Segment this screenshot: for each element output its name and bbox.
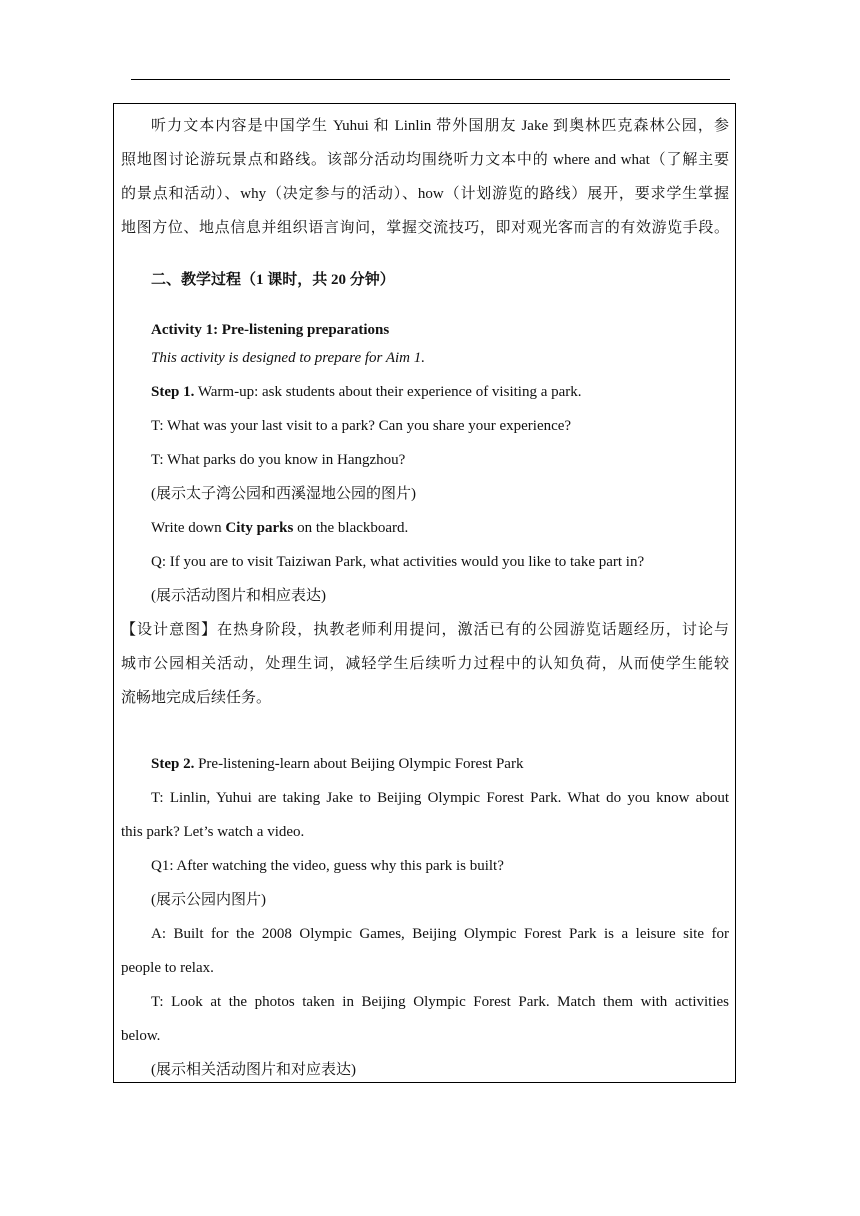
design-line-3: 流畅地完成后续任务。 <box>121 690 272 706</box>
step2-answer-a: A: Built for the 2008 Olympic Games, Beijing Olympic Forest Park is a leisure site for <box>151 926 729 942</box>
step2-text: Pre-listening-learn about Beijing Olympic Forest Park <box>194 756 524 772</box>
write-post: on the blackboard. <box>293 520 409 536</box>
write-pre: Write down <box>151 520 226 536</box>
activity-title: Activity 1: Pre-listening preparations <box>151 322 390 338</box>
step2-teacher-1a: T: Linlin, Yuhui are taking Jake to Beijing Olympic Forest Park. What do you know about <box>151 790 729 806</box>
step1-show-pictures: (展示太子湾公园和西溪湿地公园的图片) <box>151 486 416 502</box>
step1-text: Warm-up: ask students about their experience of visiting a park. <box>194 384 582 400</box>
step2-show-park: (展示公园内图片) <box>151 892 266 908</box>
step2-show-activities: (展示相关活动图片和对应表达) <box>151 1062 356 1078</box>
step1-teacher-q1: T: What was your last visit to a park? Can you share your experience? <box>151 418 572 434</box>
design-line-1: 【设计意图】在热身阶段，执教老师利用提问，激活已有的公园游览话题经历，讨论与 <box>121 622 729 638</box>
activity-subtitle: This activity is designed to prepare for Aim 1. <box>151 350 426 366</box>
step1-heading <box>151 382 582 402</box>
step2-teacher-2b: below. <box>121 1028 161 1044</box>
design-line-2: 城市公园相关活动，处理生词，减轻学生后续听力过程中的认知负荷，从而使学生能较 <box>121 656 729 672</box>
step1-question: Q: If you are to visit Taiziwan Park, what activities would you like to take part in? <box>151 554 645 570</box>
step1-write-down <box>151 518 408 538</box>
content-table-cell <box>113 103 736 1083</box>
intro-line-1: 听力文本内容是中国学生 Yuhui 和 Linlin 带外国朋友 Jake 到奥林匹克森林公园，参 <box>151 118 729 134</box>
intro-line-2: 照地图讨论游玩景点和路线。该部分活动均围绕听力文本中的 where and what（了解主要 <box>121 152 729 168</box>
step1-label: Step 1. <box>151 384 195 400</box>
step2-question: Q1: After watching the video, guess why this park is built? <box>151 858 504 874</box>
step2-teacher-1b: this park? Let’s watch a video. <box>121 824 305 840</box>
intro-line-3: 的景点和活动）、why（决定参与的活动）、how（计划游览的路线）展开，要求学生掌握 <box>121 186 729 202</box>
intro-line-4: 地图方位、地点信息并组织语言询问，掌握交流技巧，即对观光客而言的有效游览手段。 <box>121 220 729 236</box>
section-heading: 二、教学过程（1 课时，共 20 分钟） <box>151 272 395 288</box>
step2-teacher-2a: T: Look at the photos taken in Beijing Olympic Forest Park. Match them with activities <box>151 994 729 1010</box>
write-bold: City parks <box>225 520 294 536</box>
step2-answer-b: people to relax. <box>121 960 214 976</box>
step2-label: Step 2. <box>151 756 195 772</box>
step1-teacher-q2: T: What parks do you know in Hangzhou? <box>151 452 406 468</box>
step1-show-activities: (展示活动图片和相应表达) <box>151 588 326 604</box>
step2-heading <box>151 754 523 774</box>
header-rule <box>131 79 730 80</box>
